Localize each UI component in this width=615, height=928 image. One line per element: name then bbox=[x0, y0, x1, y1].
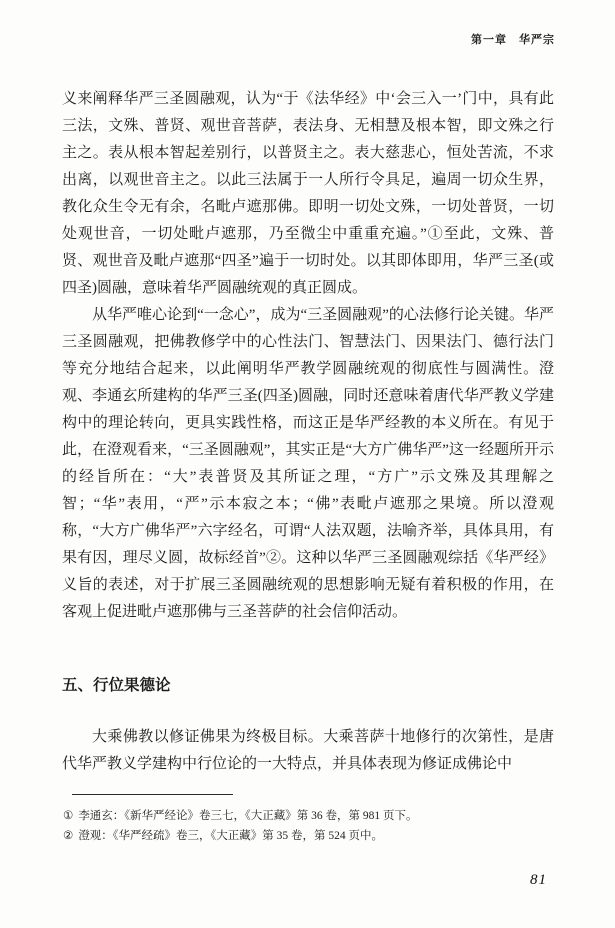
footnote-separator bbox=[72, 794, 233, 795]
body-text bbox=[62, 86, 554, 778]
footnote-1 bbox=[63, 806, 533, 826]
page-number: 81 bbox=[530, 872, 547, 888]
footnote-2 bbox=[63, 826, 533, 846]
footnote-2-text: 澄观：《华严经疏》卷三，《大正藏》第 35 卷，第 524 页中。 bbox=[78, 830, 384, 842]
paragraph-2: 从华严唯心论到“一念心”，成为“三圣圆融观”的心法修行论关键。华严三圣圆融观，把佛教修学中的心性法门、智慧法门、因果法门、德行法门等充分地结合起来，以此阐明华严教学圆融统观的彻底性与圆满性。澄观、李通玄所建构的华严三圣(四圣)圆融，同时还意味着唐代华严教义学建构中的理论转向，更具实践性格，而这正是华严经教的本义所在。有见于此，在澄观看来，“三圣圆融观”，其实正是“大方广佛华严”这一经题所开示的经旨所在：“大”表普贤及其所证之理，“方广”示文殊及其理解之智；“华”表用，“严”示本寂之本；“佛”表毗卢遮那之果境。所以澄观称，“大方广佛华严”六字经名，可谓“人法双题，法喻齐举，具体具用，有果有因，理尽义圆，故标经首”②。这种以华严三圣圆融观综括《华严经》义旨的表述，对于扩展三圣圆融统观的思想影响无疑有着积极的作用，在客观上促进毗卢遮那佛与三圣菩萨的社会信仰活动。 bbox=[62, 307, 554, 620]
paragraph-3: 大乘佛教以修证佛果为终极目标。大乘菩萨十地修行的次第性，是唐代华严教义学建构中行位论的一大特点，并具体表现为修证成佛论中 bbox=[62, 729, 554, 772]
section-heading: 五、行位果德论 bbox=[62, 677, 171, 694]
footnote-1-text: 李通玄：《新华严经论》卷三七，《大正藏》第 36 卷，第 981 页下。 bbox=[78, 810, 418, 822]
footnotes bbox=[63, 806, 533, 846]
paragraph-1: 义来阐释华严三圣圆融观，认为“于《法华经》中‘会三入一’门中，具有此三法，文殊、普贤、观世音菩萨，表法身、无相慧及根本智，即文殊之行主之。表从根本智起差别行，以普贤主之。表大慈悲心，恒处苦流，不求出离，以观世音主之。以此三法属于一人所行令具足，遍周一切众生界，教化众生令无有余，名毗卢遮那佛。即明一切处文殊，一切处普贤，一切处观世音，一切处毗卢遮那，乃至微尘中重重充遍。”①至此，文殊、普贤、观世音及毗卢遮那“四圣”遍于一切时处。以其即体即用，华严三圣(或四圣)圆融，意味着华严圆融统观的真正圆成。 bbox=[62, 91, 554, 296]
footnote-1-marker: ① bbox=[63, 810, 74, 822]
footnote-2-marker: ② bbox=[63, 830, 74, 842]
running-header: 第一章 华严宗 bbox=[471, 34, 555, 46]
